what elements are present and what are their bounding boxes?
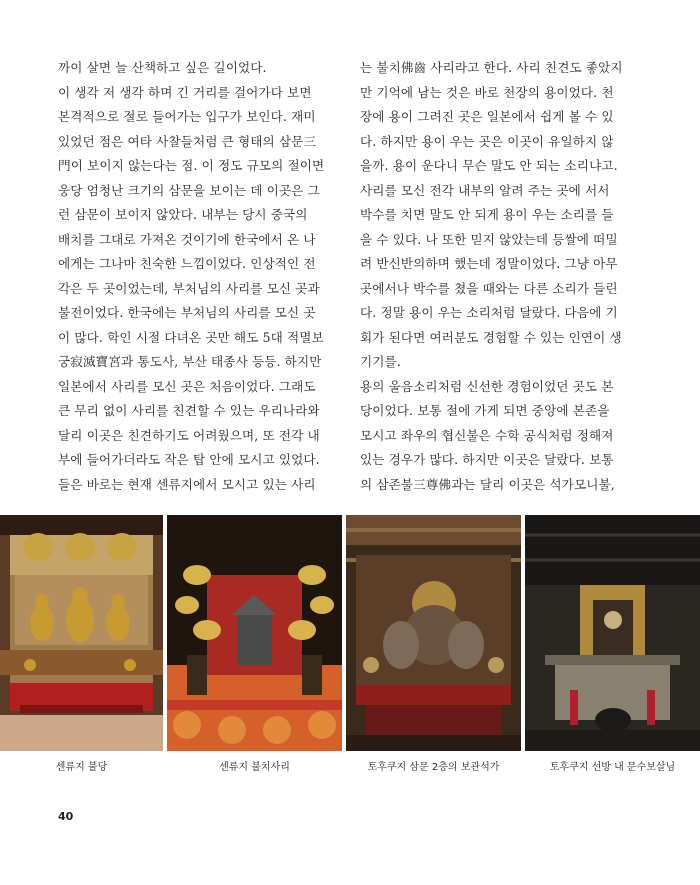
text-line: 회가 된다면 여러분도 경험할 수 있는 인연이 생 bbox=[360, 329, 622, 345]
text-line: 는 불치佛齒 사리라고 한다. 사리 친견도 좋았지 bbox=[360, 60, 623, 75]
text-line: 門이 보이지 않는다는 점. 이 정도 규모의 절이면 bbox=[58, 158, 324, 173]
text-line: 까이 살면 늘 산책하고 싶은 길이었다. bbox=[58, 60, 267, 75]
text-line: 궁寂滅寶宮과 통도사, 부산 태종사 등등. 하지만 bbox=[58, 354, 322, 369]
text-line: 려 반신반의하며 했는데 정말이었다. 그냥 아무 bbox=[360, 256, 618, 271]
text-column-left bbox=[58, 56, 324, 497]
text-line: 배치를 그대로 가져온 것이기에 한국에서 온 나 bbox=[58, 231, 316, 247]
text-line: 만 기억에 남는 것은 바로 천장의 용이었다. 천 bbox=[360, 84, 614, 100]
text-line: 있는 경우가 많다. 하지만 이곳은 달랐다. 보통 bbox=[360, 452, 614, 467]
text-line: 이 많다. 학인 시절 다녀온 곳만 해도 5대 적멸보 bbox=[58, 329, 324, 345]
photo-caption: 센류지 불치사리 bbox=[219, 762, 290, 773]
photo-crowned-shakyamuni bbox=[346, 515, 521, 751]
text-line: 달리 이곳은 친견하기도 어려웠으며, 또 전각 내 bbox=[58, 427, 320, 443]
photo-caption: 센류지 불당 bbox=[55, 762, 108, 773]
text-line: 기기를. bbox=[360, 354, 401, 369]
text-line: 용의 울음소리처럼 신선한 경험이었던 곳도 본 bbox=[360, 378, 614, 394]
text-line: 당이었다. 보통 절에 가게 되면 중앙에 본존을 bbox=[360, 403, 610, 418]
photo-caption: 토후쿠지 선방 내 문수보살님 bbox=[549, 762, 676, 773]
text-line: 에게는 그나마 친숙한 느낌이었다. 인상적인 전 bbox=[58, 256, 316, 271]
photo-strip bbox=[0, 515, 700, 751]
text-column-right bbox=[360, 56, 626, 497]
text-line: 장에 용이 그려진 곳은 일본에서 쉽게 볼 수 있 bbox=[360, 109, 614, 124]
text-line: 을 수 있다. 나 또한 믿지 않았는데 등쌀에 떠밀 bbox=[360, 231, 618, 247]
text-line: 박수를 치면 말도 안 되게 용이 우는 소리를 들 bbox=[360, 207, 614, 222]
photo-relic-shrine bbox=[167, 515, 342, 751]
text-line: 의 삼존불三尊佛과는 달리 이곳은 석가모니불, bbox=[360, 476, 615, 492]
photo-manjushri-shrine bbox=[525, 515, 700, 751]
text-line: 각은 두 곳이었는데, 부처님의 사리를 모신 곳과 bbox=[58, 280, 320, 296]
text-line: 본격적으로 절로 들어가는 입구가 보인다. 재미 bbox=[58, 109, 316, 124]
text-line: 이 생각 저 생각 하며 긴 거리를 걸어가다 보면 bbox=[58, 84, 312, 100]
text-line: 사리를 모신 전각 내부의 알려 주는 곳에 서서 bbox=[360, 182, 610, 198]
text-line: 런 삼문이 보이지 않았다. 내부는 당시 중국의 bbox=[58, 207, 308, 222]
text-line: 있었던 점은 여타 사찰들처럼 큰 형태의 삼문三 bbox=[58, 133, 317, 149]
text-line: 부에 들어가더라도 작은 탑 안에 모시고 있었다. bbox=[58, 452, 320, 467]
text-line: 불전이었다. 한국에는 부처님의 사리를 모신 곳 bbox=[58, 305, 316, 320]
text-line: 일본에서 사리를 모신 곳은 처음이었다. 그래도 bbox=[58, 378, 316, 394]
photo-buddha-hall bbox=[0, 515, 163, 751]
text-line: 다. 하지만 용이 우는 곳은 이곳이 유일하지 않 bbox=[360, 133, 614, 149]
photo-caption: 토후쿠지 삼문 2층의 보관석가 bbox=[367, 762, 500, 773]
text-line: 다. 정말 용이 우는 소리처럼 달랐다. 다음에 기 bbox=[360, 305, 618, 320]
text-line: 들은 바로는 현재 센류지에서 모시고 있는 사리 bbox=[58, 476, 316, 492]
text-line: 큰 무리 없이 사리를 친견할 수 있는 우리나라와 bbox=[58, 403, 320, 418]
text-line: 을까. 용이 운다니 무슨 말도 안 되는 소리냐고. bbox=[360, 158, 618, 173]
text-line: 모시고 좌우의 협신불은 수학 공식처럼 정해져 bbox=[360, 427, 614, 443]
text-line: 곳에서나 박수를 쳤을 때와는 다른 소리가 들린 bbox=[360, 280, 618, 296]
page-number: 40 bbox=[58, 810, 74, 823]
text-line: 웅당 엄청난 크기의 삼문을 보이는 데 이곳은 그 bbox=[58, 182, 320, 198]
